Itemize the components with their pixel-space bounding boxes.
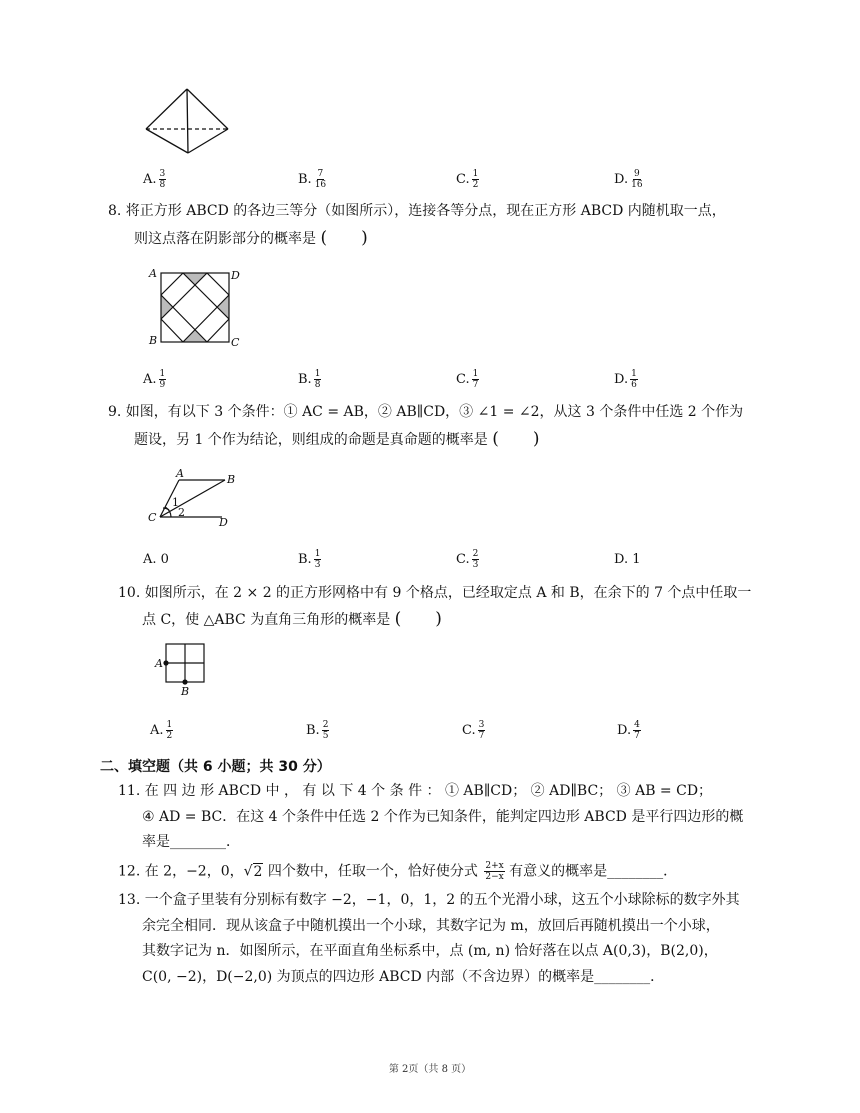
point-a bbox=[163, 660, 168, 665]
q8-option-d[interactable]: D. $\frac{1}{6}$ bbox=[614, 369, 637, 390]
label-b: B bbox=[149, 334, 158, 347]
q11-text-line1: 11. 在 四 边 形 ABCD 中 ， 有 以 下 4 个 条 件 ： ① AB∥CD； ② AD∥BC； ③ AB = CD； bbox=[118, 783, 713, 799]
grid-figure bbox=[152, 642, 212, 698]
q7-option-b[interactable]: B. $\frac{7}{16}$ bbox=[298, 169, 327, 190]
fraction: $\frac{1}{7}$ bbox=[472, 369, 479, 390]
fraction: $\frac{1}{3}$ bbox=[314, 549, 321, 570]
label-b: B bbox=[181, 685, 190, 698]
angle-1-label: 1 bbox=[172, 496, 179, 509]
angle-figure bbox=[145, 465, 245, 531]
q13-text-line3: 其数字记为 n．如图所示，在平面直角坐标系中，点 (m, n) 恰好落在以点 A(0,3)，B(2,0)， bbox=[142, 943, 718, 959]
label-a: A bbox=[176, 467, 184, 480]
q10-option-a[interactable]: A. $\frac{1}{2}$ bbox=[150, 720, 173, 741]
pyramid-figure bbox=[140, 85, 235, 157]
q13-text-line2: 余完全相同．现从该盒子中随机摸出一个小球，其数字记为 m，放回后再随机摸出一个小球， bbox=[142, 918, 720, 934]
fraction: $\frac{1}{8}$ bbox=[314, 369, 321, 390]
fraction: $\frac{2}{5}$ bbox=[322, 720, 329, 741]
fraction: $\frac{2}{3}$ bbox=[472, 549, 479, 570]
q13-text-line1: 13. 一个盒子里装有分别标有数字 −2，−1，0，1，2 的五个光滑小球，这五个小球除标的数字外其 bbox=[118, 892, 740, 908]
label-a: A bbox=[155, 657, 163, 670]
label-a: A bbox=[149, 267, 157, 280]
q7-option-c[interactable]: C. $\frac{1}{2}$ bbox=[456, 169, 479, 190]
q8-option-a[interactable]: A. $\frac{1}{9}$ bbox=[143, 369, 166, 390]
fraction: $\frac{4}{7}$ bbox=[634, 720, 640, 741]
fraction: $\frac{1}{6}$ bbox=[631, 369, 637, 390]
fraction: $\frac{3}{7}$ bbox=[478, 720, 485, 741]
q10-text-line1: 10. 如图所示，在 2 × 2 的正方形网格中有 9 个格点，已经取定点 A 和 B，在余下的 7 个点中任取一 bbox=[118, 585, 752, 601]
label-d: D bbox=[231, 269, 240, 282]
q9-option-a[interactable]: A. 0 bbox=[143, 552, 169, 567]
q9-text-line1: 9. 如图，有以下 3 个条件：① AC = AB，② AB∥CD，③ ∠1 = ∠2，从这 3 个条件中任选 2 个作为 bbox=[108, 404, 744, 420]
fraction: $\frac{2+x}{2-x}$ bbox=[485, 861, 504, 882]
point-b bbox=[182, 679, 187, 684]
q10-text-line2: 点 C，使 △ABC 为直角三角形的概率是 ( ) bbox=[142, 609, 442, 629]
answer-blank[interactable]: ( ) bbox=[492, 429, 540, 449]
q11-text-line3[interactable]: 率是________． bbox=[142, 834, 240, 850]
angle-2-label: 2 bbox=[178, 506, 185, 519]
page-footer: 第 2页（共 8 页） bbox=[388, 1064, 472, 1075]
q7-option-d[interactable]: D. $\frac{9}{16}$ bbox=[614, 169, 643, 190]
q9-option-d[interactable]: D. 1 bbox=[614, 552, 641, 567]
fraction: $\frac{3}{8}$ bbox=[159, 169, 166, 190]
q10-option-d[interactable]: D. $\frac{4}{7}$ bbox=[617, 720, 640, 741]
q11-text-line2: ④ AD = BC．在这 4 个条件中任选 2 个作为已知条件，能判定四边形 ABCD 是平行四边形的概 bbox=[142, 809, 744, 825]
answer-blank[interactable]: ( ) bbox=[394, 609, 442, 629]
answer-blank[interactable]: ( ) bbox=[320, 228, 368, 248]
q9-text-line2: 题设，另 1 个作为结论，则组成的命题是真命题的概率是 ( ) bbox=[134, 429, 540, 449]
q9-option-b[interactable]: B. $\frac{1}{3}$ bbox=[298, 549, 321, 570]
q8-option-c[interactable]: C. $\frac{1}{7}$ bbox=[456, 369, 479, 390]
square-figure bbox=[145, 265, 245, 350]
section-title: 二、填空题（共 6 小题；共 30 分） bbox=[100, 759, 331, 775]
q8-option-b[interactable]: B. $\frac{1}{8}$ bbox=[298, 369, 321, 390]
label-c: C bbox=[148, 511, 157, 524]
label-b: B bbox=[227, 473, 236, 486]
fraction: $\frac{1}{2}$ bbox=[166, 720, 173, 741]
fraction: $\frac{1}{2}$ bbox=[472, 169, 479, 190]
fraction: $\frac{1}{9}$ bbox=[159, 369, 166, 390]
q7-option-a[interactable]: A. $\frac{3}{8}$ bbox=[143, 169, 166, 190]
q10-option-b[interactable]: B. $\frac{2}{5}$ bbox=[306, 720, 329, 741]
q8-text-line2: 则这点落在阴影部分的概率是 ( ) bbox=[134, 228, 368, 248]
label-c: C bbox=[231, 336, 240, 349]
q10-option-c[interactable]: C. $\frac{3}{7}$ bbox=[462, 720, 485, 741]
fraction: $\frac{7}{16}$ bbox=[314, 169, 327, 190]
q12-text: 12. 在 2，−2，0，√2 四个数中，任取一个，恰好使分式 $\frac{2+x}{2-x}$ 有意义的概率是________． bbox=[118, 861, 678, 882]
q13-text-line4[interactable]: C(0, −2)，D(−2,0) 为顶点的四边形 ABCD 内部（不含边界）的概率是________． bbox=[142, 969, 665, 985]
q8-text-line1: 8. 将正方形 ABCD 的各边三等分（如图所示），连接各等分点，现在正方形 ABCD 内随机取一点， bbox=[108, 203, 726, 219]
q9-option-c[interactable]: C. $\frac{2}{3}$ bbox=[456, 549, 479, 570]
fraction: $\frac{9}{16}$ bbox=[631, 169, 643, 190]
label-d: D bbox=[219, 516, 228, 529]
